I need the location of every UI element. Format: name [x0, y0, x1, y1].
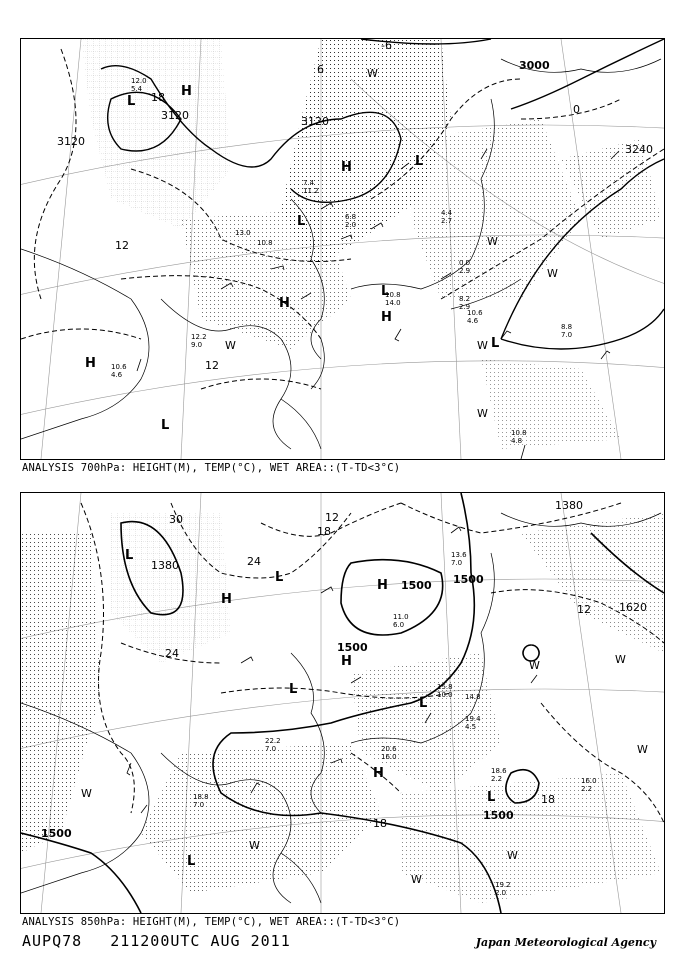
isotherm-label: 12	[205, 359, 219, 372]
obs-value: 2.0	[495, 889, 507, 897]
isotherm-label: 18	[151, 91, 165, 104]
high-center-mark: H	[341, 160, 352, 175]
low-center-mark: L	[415, 154, 424, 169]
obs-value: 8.2	[459, 295, 471, 303]
low-center-mark: L	[487, 790, 496, 805]
obs-value: 13.0	[235, 229, 251, 237]
obs-value: 7.0	[265, 745, 277, 753]
obs-value: 4.6	[467, 317, 479, 325]
wet-area-mark: W	[477, 407, 488, 420]
height-label: 1500	[41, 827, 72, 840]
isotherm-label: 12	[115, 239, 129, 252]
wet-area-mark: W	[529, 659, 540, 672]
obs-value: 5.4	[131, 85, 143, 93]
height-label: 1620	[619, 601, 647, 614]
obs-value: 0.0	[459, 259, 471, 267]
obs-value: 15.8	[437, 683, 453, 691]
low-center-mark: L	[289, 682, 298, 697]
height-label: 1500	[401, 579, 432, 592]
high-center-mark: H	[221, 592, 232, 607]
obs-value: 4.6	[111, 371, 123, 379]
obs-value: 4.4	[441, 209, 453, 217]
map-panel-850hpa	[20, 492, 665, 914]
obs-value: 2.2	[491, 775, 503, 783]
wet-area-mark: W	[249, 839, 260, 852]
obs-value: 7.0	[561, 331, 573, 339]
obs-value: 9.0	[191, 341, 203, 349]
low-center-mark: L	[297, 214, 306, 229]
high-center-mark: H	[377, 578, 388, 593]
obs-value: 7.0	[451, 559, 463, 567]
obs-value: 14.0	[385, 299, 401, 307]
obs-value: 13.6	[451, 551, 467, 559]
obs-value: 10.8	[385, 291, 401, 299]
low-center-mark: L	[127, 94, 136, 109]
obs-value: 2.9	[459, 267, 471, 275]
isotherm-label: 6	[317, 63, 324, 76]
isotherm-label: 24	[165, 647, 179, 660]
panel-caption-850hpa: ANALYSIS 850hPa: HEIGHT(M), TEMP(°C), WET AREA::(T-TD<3°C)	[22, 916, 401, 928]
wet-area-mark: W	[487, 235, 498, 248]
agency-credit: Japan Meteorological Agency	[475, 936, 656, 949]
map-panel-700hpa	[20, 38, 665, 460]
obs-value: 7.0	[193, 801, 205, 809]
isotherm-label: 18	[541, 793, 555, 806]
isotherm-label: 18	[317, 525, 331, 538]
isotherm-label: 30	[169, 513, 183, 526]
low-center-mark: L	[491, 336, 500, 351]
low-center-mark: L	[419, 696, 428, 711]
height-label: 3120	[57, 135, 85, 148]
obs-value: 16.0	[381, 753, 397, 761]
chart-id: AUPQ78	[22, 932, 83, 950]
height-label: 1500	[337, 641, 368, 654]
obs-value: 11.0	[393, 613, 409, 621]
high-center-mark: H	[381, 310, 392, 325]
weather-map-850hpa	[21, 493, 664, 913]
high-center-mark: H	[341, 654, 352, 669]
high-center-mark: H	[85, 356, 96, 371]
wet-area-stipple	[21, 513, 664, 903]
low-center-mark: L	[381, 284, 390, 299]
isotherm-label: 12	[577, 603, 591, 616]
obs-value: 2.0	[345, 221, 357, 229]
wet-area-mark: W	[367, 67, 378, 80]
wet-area-mark: W	[477, 339, 488, 352]
weather-map-700hpa	[21, 39, 664, 459]
low-center-mark: L	[187, 854, 196, 869]
isotherm-label: -6	[381, 39, 392, 52]
isotherm-label: 12	[325, 511, 339, 524]
obs-value: 7.4	[303, 179, 315, 187]
obs-value: 4.5	[465, 723, 477, 731]
panel-caption-700hpa: ANALYSIS 700hPa: HEIGHT(M), TEMP(°C), WET AREA::(T-TD<3°C)	[22, 462, 401, 474]
high-center-mark: H	[181, 84, 192, 99]
obs-value: 20.6	[381, 745, 397, 753]
wet-area-mark: W	[547, 267, 558, 280]
obs-value: 8.8	[561, 323, 573, 331]
obs-value: 10.6	[111, 363, 127, 371]
wet-area-mark: W	[81, 787, 92, 800]
wet-area-mark: W	[507, 849, 518, 862]
obs-value: 2.9	[459, 303, 471, 311]
obs-value: 12.0	[131, 77, 147, 85]
isotherm-label: 24	[247, 555, 261, 568]
isotherm-label: 18	[373, 817, 387, 830]
wet-area-mark: W	[615, 653, 626, 666]
wet-area-mark: W	[225, 339, 236, 352]
obs-value: 10.0	[437, 691, 453, 699]
height-label: 1500	[483, 809, 514, 822]
high-center-mark: H	[373, 766, 384, 781]
obs-value: 16.0	[581, 777, 597, 785]
height-label: 3120	[301, 115, 329, 128]
low-center-mark: L	[125, 548, 134, 563]
obs-value: 19.2	[495, 881, 511, 889]
height-label: 3000	[519, 59, 550, 72]
obs-value: 18.8	[193, 793, 209, 801]
valid-time: 211200UTC AUG 2011	[110, 932, 291, 950]
obs-value: 10.8	[511, 429, 527, 437]
height-label: 1380	[151, 559, 179, 572]
wet-area-mark: W	[411, 873, 422, 886]
obs-value: 12.2	[191, 333, 207, 341]
obs-value: 19.4	[465, 715, 481, 723]
obs-value: 6.0	[393, 621, 405, 629]
height-label: 3240	[625, 143, 653, 156]
low-center-mark: L	[161, 418, 170, 433]
height-label: 3120	[161, 109, 189, 122]
high-center-mark: H	[279, 296, 290, 311]
obs-value: 11.2	[303, 187, 319, 195]
obs-value: 6.8	[345, 213, 357, 221]
obs-value: 2.2	[581, 785, 593, 793]
obs-value: 10.8	[257, 239, 273, 247]
chart-footer	[22, 932, 291, 950]
height-label: 1500	[453, 573, 484, 586]
low-center-mark: L	[275, 570, 284, 585]
obs-value: 2.7	[441, 217, 453, 225]
wet-area-mark: W	[637, 743, 648, 756]
obs-value: 18.6	[491, 767, 507, 775]
obs-value: 10.6	[467, 309, 483, 317]
obs-value: 4.8	[511, 437, 523, 445]
height-label: 1380	[555, 499, 583, 512]
isotherm-label: 0	[573, 103, 580, 116]
obs-value: 22.2	[265, 737, 281, 745]
obs-value: 14.8	[465, 693, 481, 701]
